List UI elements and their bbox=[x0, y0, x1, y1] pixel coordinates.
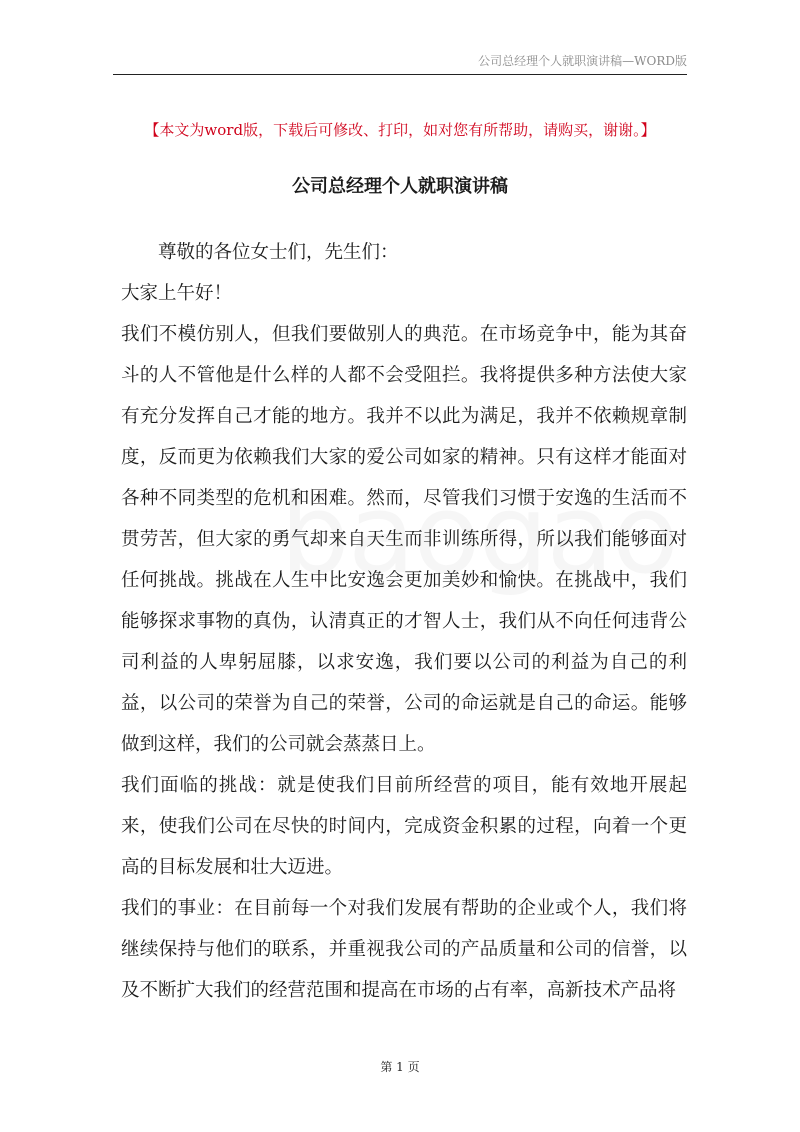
document-title: 公司总经理个人就职演讲稿 bbox=[292, 176, 508, 197]
page-footer bbox=[0, 1058, 800, 1075]
page-number: 第 1 页 bbox=[380, 1060, 420, 1074]
paragraph: 我们的事业：在目前每一个对我们发展有帮助的企业或个人，我们将继续保持与他们的联系，并重视我公司的产品质量和公司的信誉，以及不断扩大我们的经营范围和提高在市场的占有率，高新技术产品将 bbox=[121, 898, 687, 1001]
download-notice: 【本文为word版，下载后可修改、打印，如对您有所帮助，请购买，谢谢。】 bbox=[144, 121, 656, 139]
document-body bbox=[121, 232, 687, 1011]
running-header bbox=[113, 52, 687, 75]
paragraph: 我们面临的挑战：就是使我们目前所经营的项目，能有效地开展起来，使我们公司在尽快的时间内，完成资金积累的过程，向着一个更高的目标发展和壮大迈进。 bbox=[121, 775, 687, 878]
paragraph: 我们不模仿别人，但我们要做别人的典范。在市场竞争中，能为其奋斗的人不管他是什么样的人都不会受阻拦。我将提供多种方法使大家有充分发挥自己才能的地方。我并不以此为满足，我并不依赖规章制度，反而更为依赖我们大家的爱公司如家的精神。只有这样才能面对各种不同类型的危机和困难。然而，尽管我们习惯于安逸的生活而不贯劳苦，但大家的勇气却来自天生而非训练所得，所以我们能够面对任何挑战。挑战在人生中比安逸会更加美妙和愉快。在挑战中，我们能够探求事物的真伪，认清真正的才智人士，我们从不向任何违背公司利益的人卑躬屈膝，以求安逸，我们要以公司的利益为自己的利益，以公司的荣誉为自己的荣誉，公司的命运就是自己的命运。能够做到这样，我们的公司就会蒸蒸日上。 bbox=[121, 324, 687, 755]
running-title: 公司总经理个人就职演讲稿—WORD版 bbox=[478, 54, 687, 68]
salutation: 尊敬的各位女士们，先生们： bbox=[158, 242, 399, 263]
greeting: 大家上午好！ bbox=[121, 283, 233, 304]
